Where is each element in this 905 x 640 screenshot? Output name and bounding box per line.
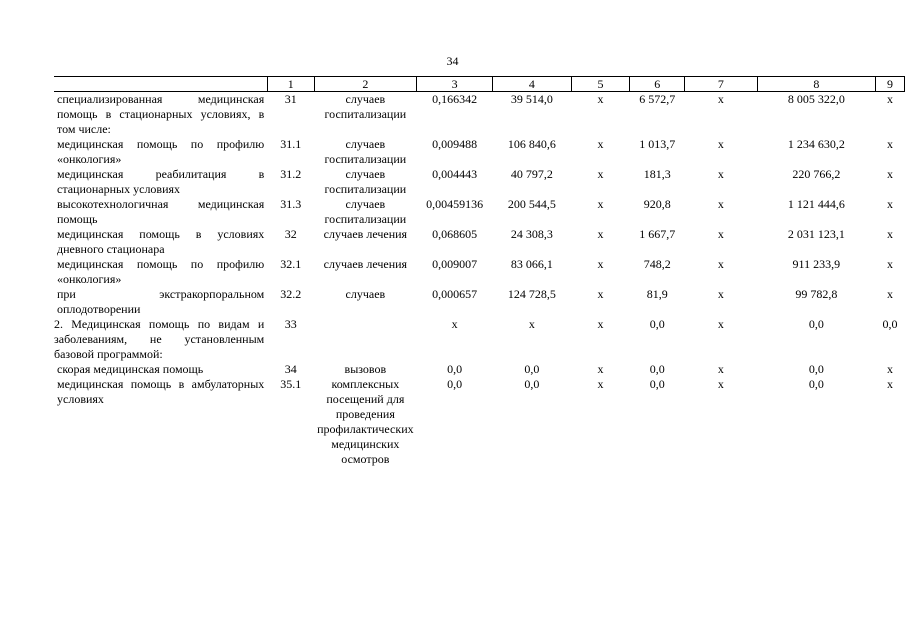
cell-c3: 0,009488 — [432, 137, 478, 151]
cell-c7: х — [717, 137, 724, 151]
cell-c3: 0,0 — [447, 362, 463, 376]
header-cell — [54, 77, 267, 92]
cell-c6: 6 572,7 — [639, 92, 676, 106]
cell-c9: х — [887, 137, 893, 151]
cell-name: медицинская помощь по профилю «онкология» — [57, 257, 265, 286]
cell-c8: 1 121 444,6 — [787, 197, 845, 211]
cell-c8: 220 766,2 — [792, 167, 841, 181]
cell-c7: х — [717, 167, 724, 181]
cell-c5: х — [597, 92, 604, 106]
cell-c8: 0,0 — [808, 317, 824, 331]
header-cell: 5 — [571, 77, 630, 92]
cell-c9: х — [887, 92, 893, 106]
cell-code: 31.1 — [280, 137, 302, 151]
cell-c9: х — [887, 257, 893, 271]
cell-name: скорая медицинская помощь — [57, 362, 204, 376]
cell-code: 31.2 — [280, 167, 302, 181]
cell-c4: 0,0 — [524, 362, 540, 376]
table-row — [54, 167, 905, 197]
table-row — [54, 257, 905, 287]
cell-c4: 24 308,3 — [510, 227, 553, 241]
cell-name: высокотехнологичная медицинская помощь — [57, 197, 265, 226]
cell-c3: 0,068605 — [432, 227, 478, 241]
cell-c7: х — [717, 317, 724, 331]
cell-code: 31 — [284, 92, 297, 106]
cell-c4: 40 797,2 — [510, 167, 553, 181]
cell-c4: 39 514,0 — [510, 92, 553, 106]
cell-c7: х — [717, 227, 724, 241]
cell-c5: х — [597, 257, 604, 271]
cell-c4: 106 840,6 — [507, 137, 556, 151]
data-table — [54, 76, 905, 467]
cell-c9: 0,0 — [882, 317, 898, 331]
cell-c9: х — [887, 227, 893, 241]
cell-c8: 8 005 322,0 — [787, 92, 845, 106]
table-row — [54, 287, 905, 317]
cell-unit: комплексных посещений для проведения профилактических медицинских осмотров — [317, 377, 414, 466]
cell-c3: 0,000657 — [432, 287, 478, 301]
cell-c6: 81,9 — [646, 287, 668, 301]
cell-c9: х — [887, 377, 893, 391]
cell-c9: х — [887, 287, 893, 301]
table-row — [54, 227, 905, 257]
cell-c7: х — [717, 257, 724, 271]
cell-c6: 1 667,7 — [639, 227, 676, 241]
cell-c5: х — [597, 317, 604, 331]
cell-c5: х — [597, 362, 604, 376]
cell-code: 32 — [284, 227, 297, 241]
cell-name: медицинская реабилитация в стационарных условиях — [57, 167, 265, 196]
cell-c5: х — [597, 137, 604, 151]
cell-c8: 2 031 123,1 — [787, 227, 845, 241]
cell-c3: х — [451, 317, 458, 331]
cell-c5: х — [597, 197, 604, 211]
cell-unit: случаев госпитализации — [324, 167, 407, 196]
cell-unit: случаев госпитализации — [324, 197, 407, 226]
cell-c8: 0,0 — [808, 377, 824, 391]
cell-c3: 0,009007 — [432, 257, 478, 271]
cell-c6: 0,0 — [649, 362, 665, 376]
cell-c9: х — [887, 197, 893, 211]
cell-c4: 124 728,5 — [507, 287, 556, 301]
cell-code: 34 — [284, 362, 297, 376]
cell-c8: 1 234 630,2 — [787, 137, 845, 151]
cell-c8: 911 233,9 — [792, 257, 841, 271]
cell-c8: 99 782,8 — [795, 287, 838, 301]
cell-c4: 200 544,5 — [507, 197, 556, 211]
cell-c5: х — [597, 287, 604, 301]
cell-c9: х — [887, 362, 893, 376]
cell-c7: х — [717, 362, 724, 376]
cell-c5: х — [597, 167, 604, 181]
cell-name: медицинская помощь в условиях дневного стационара — [57, 227, 265, 256]
cell-unit: случаев — [345, 287, 386, 301]
cell-unit: вызовов — [344, 362, 387, 376]
cell-c5: х — [597, 377, 604, 391]
cell-code: 32.2 — [280, 287, 302, 301]
cell-c3: 0,00459136 — [426, 197, 484, 211]
cell-c4: 83 066,1 — [510, 257, 553, 271]
header-cell: 8 — [757, 77, 875, 92]
header-cell: 1 — [267, 77, 314, 92]
cell-c7: х — [717, 92, 724, 106]
cell-code: 33 — [284, 317, 297, 331]
cell-c8: 0,0 — [808, 362, 824, 376]
cell-unit — [314, 317, 417, 362]
cell-code: 32.1 — [280, 257, 302, 271]
cell-c7: х — [717, 287, 724, 301]
cell-unit: случаев госпитализации — [324, 137, 407, 166]
cell-code: 31.3 — [280, 197, 302, 211]
cell-unit: случаев лечения — [323, 257, 408, 271]
cell-code: 35.1 — [280, 377, 302, 391]
cell-unit: случаев лечения — [323, 227, 408, 241]
cell-c3: 0,166342 — [432, 92, 478, 106]
cell-c3: 0,004443 — [432, 167, 478, 181]
cell-name: 2. Медицинская помощь по видам и заболеваниям, не установленным базовой программой: — [54, 317, 265, 361]
cell-c6: 1 013,7 — [639, 137, 676, 151]
cell-c7: х — [717, 377, 724, 391]
cell-c4: х — [528, 317, 535, 331]
table-row — [54, 362, 905, 377]
header-cell: 9 — [876, 77, 905, 92]
cell-name: медицинская помощь по профилю «онкология» — [57, 137, 265, 166]
page-number: 34 — [446, 54, 459, 68]
cell-c6: 920,8 — [643, 197, 671, 211]
cell-c6: 0,0 — [649, 377, 665, 391]
table-row — [54, 317, 905, 362]
header-cell: 2 — [314, 77, 417, 92]
header-cell: 3 — [417, 77, 493, 92]
cell-c5: х — [597, 227, 604, 241]
header-row — [54, 77, 905, 92]
header-cell: 7 — [685, 77, 758, 92]
table-row — [54, 197, 905, 227]
cell-c6: 181,3 — [643, 167, 671, 181]
header-cell: 4 — [493, 77, 572, 92]
cell-c7: х — [717, 197, 724, 211]
table-row — [54, 137, 905, 167]
cell-c6: 0,0 — [649, 317, 665, 331]
cell-c4: 0,0 — [524, 377, 540, 391]
cell-unit: случаев госпитализации — [324, 92, 407, 121]
header-cell: 6 — [630, 77, 685, 92]
cell-name: при экстракорпоральном оплодотворении — [57, 287, 265, 316]
cell-c3: 0,0 — [447, 377, 463, 391]
cell-name: медицинская помощь в амбулаторных условиях — [57, 377, 265, 406]
cell-c9: х — [887, 167, 893, 181]
cell-name: специализированная медицинская помощь в стационарных условиях, в том числе: — [57, 92, 265, 136]
table-row — [54, 377, 905, 467]
table-row — [54, 92, 905, 138]
cell-c6: 748,2 — [643, 257, 671, 271]
